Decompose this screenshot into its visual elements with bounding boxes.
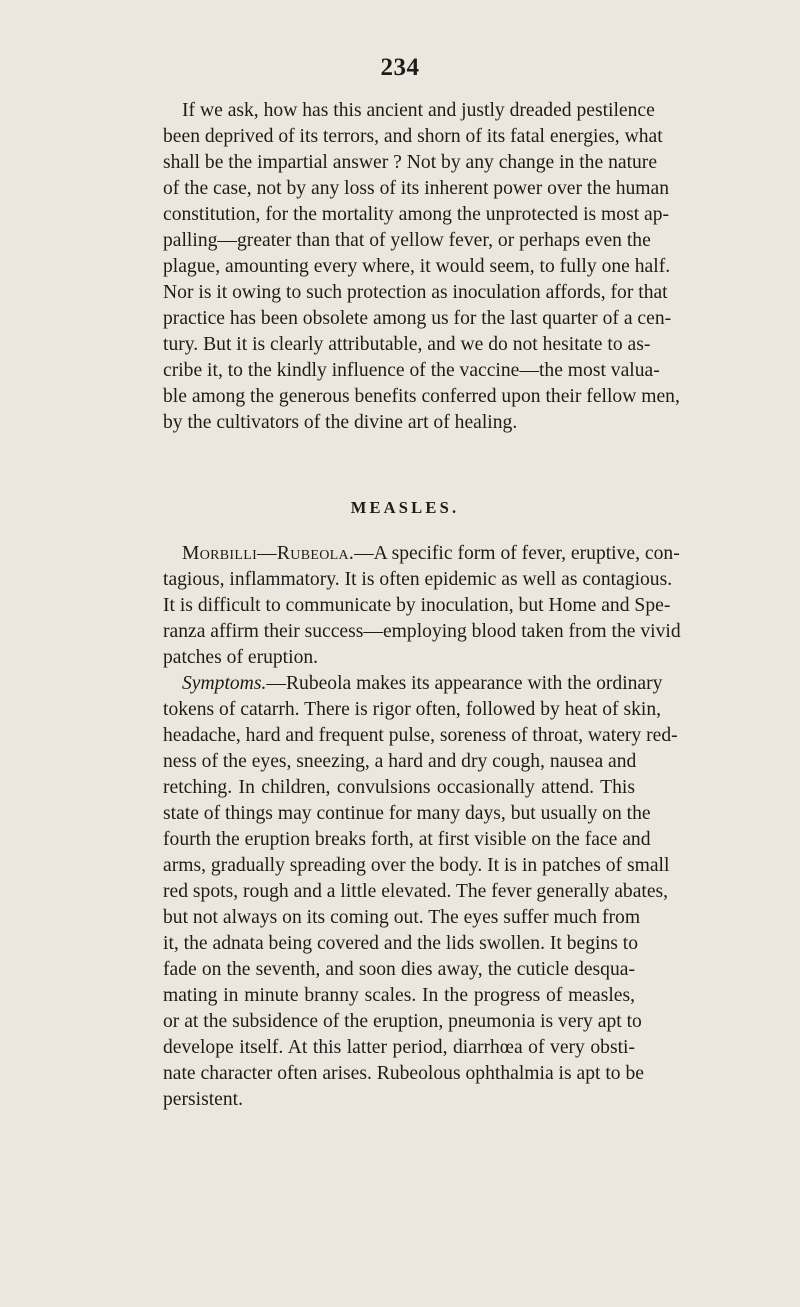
paragraph-line: ble among the generous benefits conferred upon their fellow men, [163, 386, 680, 407]
symptoms-paragraph [163, 671, 678, 1113]
paragraph-line: It is difficult to communicate by inoculation, but Home and Spe- [163, 595, 671, 616]
paragraph-line [163, 541, 680, 567]
paragraph-line: tokens of catarrh. There is rigor often, followed by heat of skin, [163, 699, 662, 720]
paragraph-line: tury. But it is clearly attributable, and we do not hesitate to as- [163, 334, 651, 355]
line-remainder: —Rubeola makes its appearance with the ordinary [266, 673, 663, 694]
paragraph-line: nate character often arises. Rubeolous ophthalmia is apt to be [163, 1063, 644, 1084]
paragraph-line: cribe it, to the kindly influence of the vaccine—the most valua- [163, 360, 660, 381]
paragraph-line: but not always on its coming out. The eyes suffer much from [163, 907, 641, 928]
page-number: 234 [380, 54, 420, 81]
paragraph-line: retching. In children, convulsions occasionally attend. This [163, 777, 635, 798]
paragraph-line: arms, gradually spreading over the body. It is in patches of small [163, 855, 670, 876]
definition-paragraph [163, 541, 681, 671]
paragraph-line: red spots, rough and a little elevated. The fever generally abates, [163, 881, 669, 902]
paragraph-line: tagious, inflammatory. It is often epidemic as well as contagious. [163, 569, 673, 590]
paragraph-line: persistent. [163, 1089, 243, 1110]
paragraph-line: state of things may continue for many days, but usually on the [163, 803, 651, 824]
intro-paragraph [163, 98, 680, 436]
section-heading: MEASLES. [350, 498, 460, 517]
paragraph-line: constitution, for the mortality among the unprotected is most ap- [163, 204, 670, 225]
line-remainder: —A specific form of fever, eruptive, con- [354, 543, 680, 564]
paragraph-line: it, the adnata being covered and the lids swollen. It begins to [163, 933, 639, 954]
paragraph-line: practice has been obsolete among us for the last quarter of a cen- [163, 308, 672, 329]
paragraph-line: ness of the eyes, sneezing, a hard and dry cough, nausea and [163, 751, 637, 772]
paragraph-line: by the cultivators of the divine art of healing. [163, 412, 518, 433]
paragraph-line: fade on the seventh, and soon dies away, the cuticle desqua- [163, 959, 635, 980]
paragraph-line: of the case, not by any loss of its inherent power over the human [163, 178, 670, 199]
paragraph-line [163, 671, 663, 697]
paragraph-line: patches of eruption. [163, 647, 319, 668]
paragraph-line: ranza affirm their success—employing blood taken from the vivid [163, 621, 681, 642]
paragraph-line: palling—greater than that of yellow fever, or perhaps even the [163, 230, 651, 251]
symptoms-label: Symptoms. [182, 673, 267, 694]
paragraph-line: or at the subsidence of the eruption, pneumonia is very apt to [163, 1011, 642, 1032]
paragraph-line: develope itself. At this latter period, diarrhœa of very obsti- [163, 1037, 635, 1058]
paragraph-line: shall be the impartial answer ? Not by any change in the nature [163, 152, 658, 173]
paragraph-line: been deprived of its terrors, and shorn of its fatal energies, what [163, 126, 663, 147]
paragraph-line: headache, hard and frequent pulse, soreness of throat, watery red- [163, 725, 678, 746]
paragraph-line: plague, amounting every where, it would seem, to fully one half. [163, 256, 671, 277]
paragraph-line: Nor is it owing to such protection as inoculation affords, for that [163, 282, 668, 303]
paragraph-line: fourth the eruption breaks forth, at first visible on the face and [163, 829, 651, 850]
disease-names: Morbilli—Rubeola. [182, 543, 355, 564]
paragraph-line: If we ask, how has this ancient and justly dreaded pestilence [182, 100, 655, 121]
paragraph-line: mating in minute branny scales. In the progress of measles, [163, 985, 635, 1006]
